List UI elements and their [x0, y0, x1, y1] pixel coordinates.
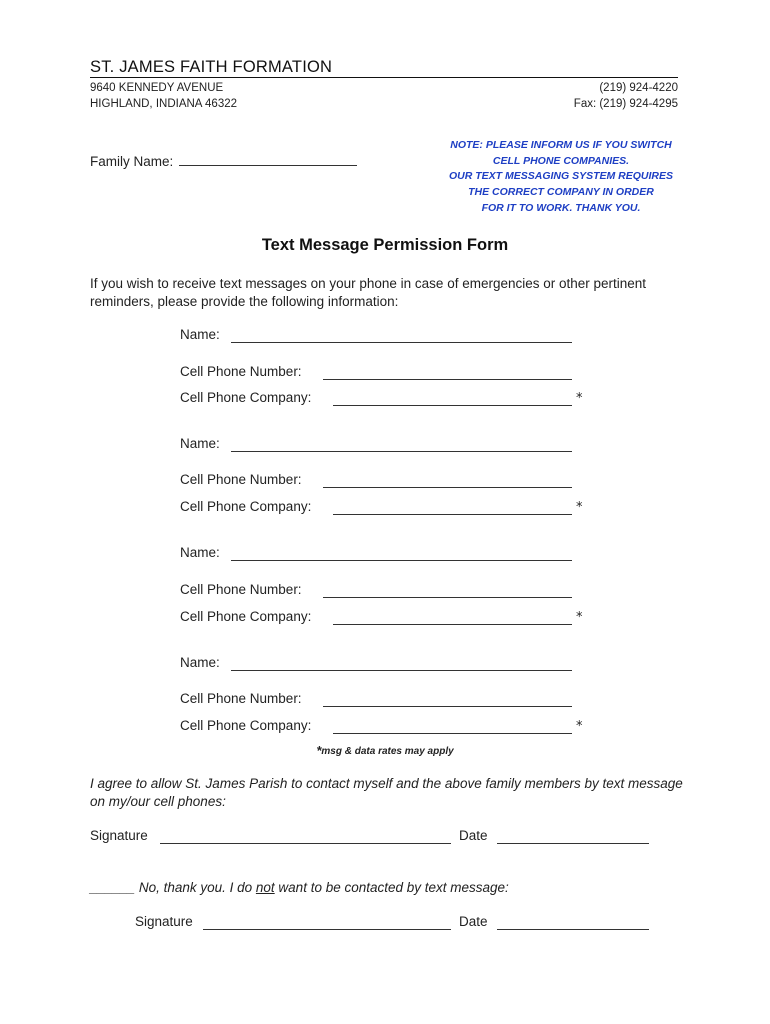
note-line: FOR IT TO WORK. THANK YOU. [481, 201, 641, 214]
cell-number-field[interactable] [323, 706, 572, 707]
cell-number-label: Cell Phone Number: [180, 582, 302, 597]
opt-out-prefix: No, thank you. I do [135, 880, 256, 895]
cell-number-field[interactable] [323, 597, 572, 598]
date-label: Date [459, 828, 488, 843]
cell-number-label: Cell Phone Number: [180, 691, 302, 706]
address-street: 9640 KENNEDY AVENUE [90, 82, 224, 94]
signature-label: Signature [90, 828, 148, 843]
header-rule [90, 77, 678, 78]
note-line: CELL PHONE COMPANIES. [492, 154, 630, 167]
name-field[interactable] [231, 670, 572, 671]
family-name-label: Family Name: [90, 154, 174, 169]
phone-number: (219) 924-4220 [599, 82, 678, 94]
name-field[interactable] [231, 342, 572, 343]
opt-out-checkbox-blank[interactable]: ______ [90, 880, 136, 895]
name-label: Name: [180, 545, 220, 560]
optout-date-field[interactable] [497, 929, 649, 930]
cell-company-field[interactable] [333, 733, 572, 734]
organization-title: ST. JAMES FAITH FORMATION [90, 58, 333, 76]
optout-signature-field[interactable] [203, 929, 451, 930]
cell-company-field[interactable] [333, 624, 572, 625]
cell-company-label: Cell Phone Company: [180, 718, 312, 733]
cell-number-label: Cell Phone Number: [180, 364, 302, 379]
name-field[interactable] [231, 560, 572, 561]
fax-number: Fax: (219) 924-4295 [573, 98, 678, 110]
cell-company-label: Cell Phone Company: [180, 499, 312, 514]
name-field[interactable] [231, 451, 572, 452]
cell-company-field[interactable] [333, 405, 572, 406]
name-label: Name: [180, 436, 220, 451]
opt-out-emphasis: not [255, 880, 275, 895]
intro-text: If you wish to receive text messages on your phone in case of emergencies or other pertinent reminders, please provide the following information: [90, 276, 647, 309]
date-field[interactable] [497, 843, 649, 844]
agreement-text: I agree to allow St. James Parish to contact myself and the above family members by text message on my/our cell phones: [90, 776, 683, 809]
rates-disclaimer [0, 743, 770, 758]
family-name-row [90, 153, 357, 169]
cell-company-label: Cell Phone Company: [180, 390, 312, 405]
cell-company-label: Cell Phone Company: [180, 609, 312, 624]
name-label: Name: [180, 655, 220, 670]
opt-out-suffix: want to be contacted by text message: [274, 880, 509, 895]
asterisk-mark: * [576, 500, 583, 515]
disclaimer-asterisk: * [316, 743, 322, 758]
note-line: OUR TEXT MESSAGING SYSTEM REQUIRES [448, 170, 674, 183]
address-city: HIGHLAND, INDIANA 46322 [90, 98, 238, 110]
optout-date-label: Date [459, 914, 488, 929]
cell-company-field[interactable] [333, 514, 572, 515]
signature-field[interactable] [160, 843, 451, 844]
company-change-note [432, 138, 690, 217]
family-name-field[interactable] [179, 153, 357, 166]
cell-number-field[interactable] [323, 379, 572, 380]
asterisk-mark: * [576, 719, 583, 734]
name-label: Name: [180, 327, 220, 342]
optout-signature-label: Signature [135, 914, 193, 929]
cell-number-label: Cell Phone Number: [180, 472, 302, 487]
asterisk-mark: * [576, 391, 583, 406]
opt-out-row [90, 880, 509, 895]
asterisk-mark: * [576, 610, 583, 625]
note-line: NOTE: PLEASE INFORM US IF YOU SWITCH [450, 139, 672, 151]
disclaimer-text: msg & data rates may apply [321, 746, 454, 757]
cell-number-field[interactable] [323, 487, 572, 488]
note-line: THE CORRECT COMPANY IN ORDER [468, 186, 654, 199]
form-title: Text Message Permission Form [261, 236, 509, 254]
